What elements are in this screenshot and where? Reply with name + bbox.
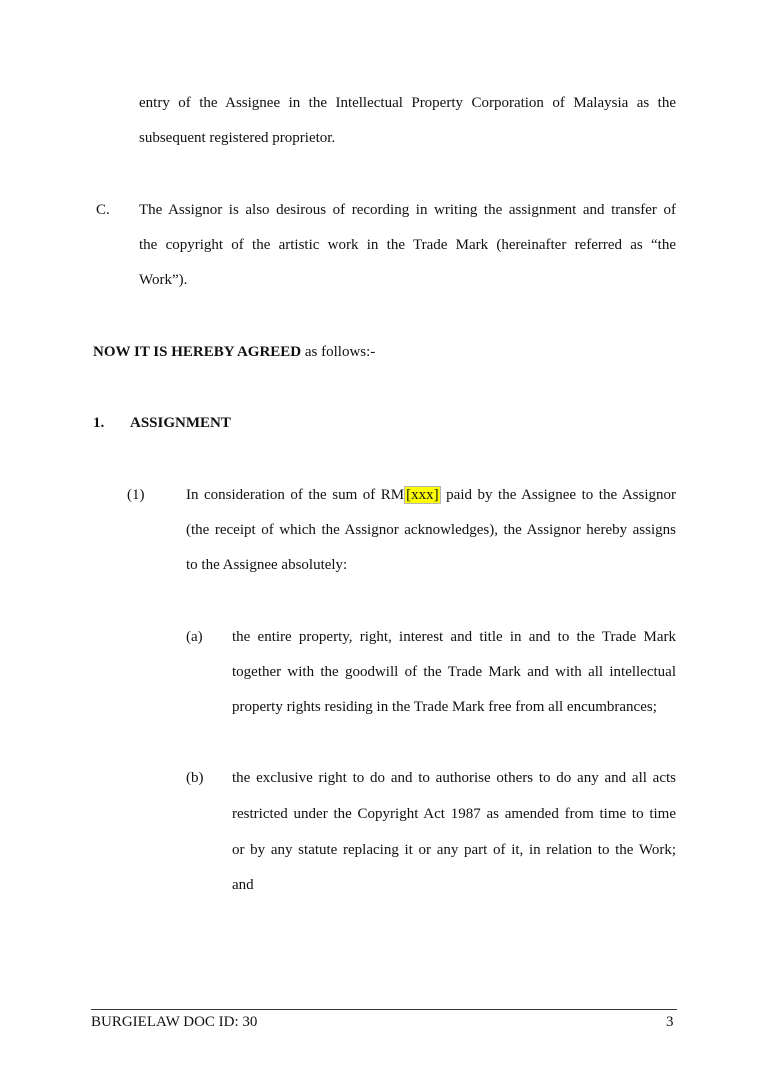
item-b-label: (b) <box>186 770 204 786</box>
footer-divider <box>91 1009 677 1010</box>
clause-1-line-1-post: paid by the Assignee to the Assignor <box>440 487 676 503</box>
footer-page-number: 3 <box>666 1014 674 1030</box>
section-1-title: ASSIGNMENT <box>130 415 231 431</box>
item-a-line-3: property rights residing in the Trade Mark free from all encumbrances; <box>232 699 657 715</box>
amount-placeholder: [xxx] <box>406 487 439 503</box>
item-b-line-4: and <box>232 877 254 893</box>
agreement-bold-text: NOW IT IS HEREBY AGREED <box>93 344 302 360</box>
item-a-line-1: the entire property, right, interest and title in and to the Trade Mark <box>232 629 676 645</box>
recital-c-line-3: Work”). <box>139 272 188 288</box>
section-1-number: 1. <box>93 415 105 431</box>
agreement-rest-text: as follows:- <box>301 344 376 360</box>
footer-doc-id: BURGIELAW DOC ID: 30 <box>91 1014 258 1030</box>
item-b-line-3: or by any statute replacing it or any part of it, in relation to the Work; <box>232 842 676 858</box>
item-a-label: (a) <box>186 629 203 645</box>
clause-1-label: (1) <box>127 487 145 503</box>
clause-1-line-2: (the receipt of which the Assignor acknowledges), the Assignor hereby assigns <box>186 522 676 538</box>
recital-c-line-2: the copyright of the artistic work in the Trade Mark (hereinafter referred as “the <box>139 237 676 253</box>
item-b-line-2: restricted under the Copyright Act 1987 as amended from time to time <box>232 806 676 822</box>
item-b-line-1: the exclusive right to do and to authorise others to do any and all acts <box>232 770 676 786</box>
agreement-statement <box>93 342 375 362</box>
clause-1-line-1-pre: In consideration of the sum of RM <box>186 487 405 503</box>
recital-c-line-1: The Assignor is also desirous of recording in writing the assignment and transfer of <box>139 202 676 218</box>
clause-1-line-3: to the Assignee absolutely: <box>186 557 348 573</box>
item-a-line-2: together with the goodwill of the Trade Mark and with all intellectual <box>232 664 676 680</box>
recital-b-line-2: subsequent registered proprietor. <box>139 130 336 146</box>
clause-1-line-1 <box>186 485 676 505</box>
recital-c-label: C. <box>96 202 110 218</box>
recital-b-line-1: entry of the Assignee in the Intellectual Property Corporation of Malaysia as the <box>139 95 676 111</box>
